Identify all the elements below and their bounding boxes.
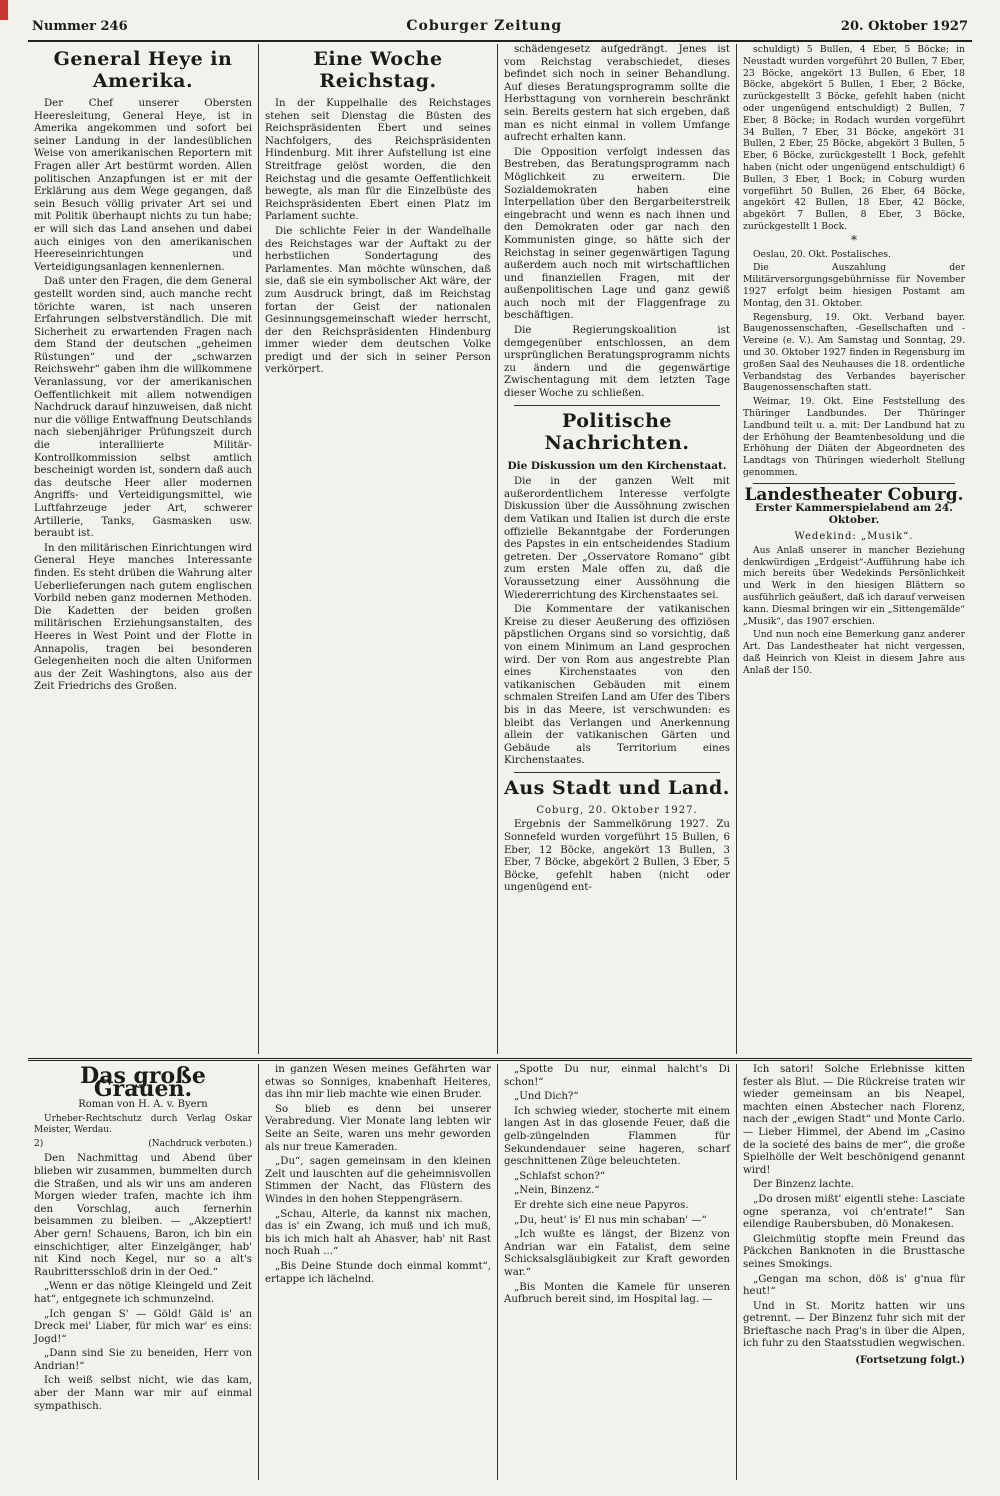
- novel-paragraph: Der Binzenz lachte.: [753, 1179, 855, 1191]
- novel-paragraph: „Ich gengan S' — Göld! Gäld is' an Dreck mei' Liaber, für mich war' es eins: Jogd!“: [34, 1308, 252, 1345]
- article-paragraph: In den militärischen Einrichtungen wird General Heye manches Interessante finden. Es steht drüben die Wahrung alter Ueberlieferungen nach gutem englischen Vorbild neben ganz modernen Methoden. Die Kadetten der beiden großen militärischen Erziehungsanstalten, des Heeres in West Point und der Flotte in Annapolis, tragen bei besonderen Gelegenheiten noch die alten Uniformen aus der Zeit Washingtons, also aus der Zeit Friedrichs des Großen.: [34, 542, 252, 693]
- novel-paragraph: Ich weiß selbst nicht, wie das kam, aber der Mann war mir auf einmal sympathisch.: [34, 1375, 252, 1412]
- novel-paragraph: Ich satori! Solche Erlebnisse kitten fester als Blut. — Die Rückreise traten wir wieder gemeinsam an bis Neapel, machten einen Abstecher nach Florenz, nach der „ewigen Stadt“ und Monte Carlo. — Lieber Himmel, der Abend im „Casino de la societé des bains de mer“, die große Spielhölle der Welt beschönigend genannt wird!: [743, 1064, 965, 1176]
- novel-column-1: [28, 1064, 258, 1480]
- article-paragraph: Die schlichte Feier in der Wandelhalle des Reichstages war der Auftakt zu der herbstlichen Sondertagung des Parlamentes. Man möchte wünschen, daß sie, daß sie ein symbolischer Akt wäre, der zum Ausdruck bringt, daß im Reichstag fortan der Geist der nationalen Gesinnungsgemeinschaft wieder herrscht, der den Reichspräsidenten Hindenburg immer wieder dem deutschen Volke predigt und der sich in seiner Person verkörpert.: [265, 225, 491, 376]
- novel-paragraph: „Do drosen mißt' eigentli stehe: Lasciate ogne speranza, voi ch'entrate!“ San eilendige Raubersbuben, dö Monakesen.: [743, 1193, 965, 1231]
- archive-stamp-mark: [0, 0, 8, 20]
- article-paragraph: Die Opposition verfolgt indessen das Bestreben, das Beratungsprogramm nach Möglichkeit zu erweitern. Die Sozialdemokraten haben eine Interpellation über den Bergarbeiterstreik eingebracht und wenn es nach ihnen und den Demokraten oder gar nach den Kommunisten ginge, so hätte sich der Reichstag in seiner gegenwärtigen Tagung außerdem auch noch mit wirtschaftlichen und finanziellen Fragen, mit der außenpolitischen Lage und ganz gewiß auch noch mit der Flaggenfrage zu beschäftigen.: [504, 146, 730, 322]
- issue-date: 20. Oktober 1927: [840, 19, 968, 34]
- article-subhead: Die Diskussion um den Kirchenstaat.: [507, 459, 727, 472]
- novel-paragraph: „Dann sind Sie zu beneiden, Herr von Andrian!“: [34, 1348, 252, 1372]
- novel-paragraph: „Spotte Du nur, einmal halcht's Di schon!“: [504, 1064, 730, 1088]
- novel-paragraph: „Nein, Binzenz.“: [514, 1185, 600, 1197]
- novel-reprint-note: (Nachdruck verboten.): [148, 1138, 252, 1149]
- novel-meta: [34, 1138, 252, 1151]
- masthead: [28, 18, 972, 42]
- section-divider: [514, 772, 720, 773]
- article-paragraph: Ergebnis der Sammelkörung 1927. Zu Sonnefeld wurden vorgeführt 15 Bullen, 6 Eber, 12 Böcke, angekört 13 Bullen, 3 Eber, 7 Böcke, abgekört 2 Bullen, 3 Eber, 5 Böcke, gefehlt haben (nicht oder ungenügend ent-: [504, 819, 730, 894]
- article-paragraph: In der Kuppelhalle des Reichstages stehen seit Dienstag die Büsten des Reichspräsidenten Ebert und seines Nachfolgers, des Reichspräsidenten Hindenburg. Mit ihrer Aufstellung ist eine Streitfrage gelöst worden, die den Reichstag und die gesamte Oeffentlichkeit bewegte, als man für die Einzelbüste des Reichspräsidenten Ebert einen Platz im Parlament suchte.: [265, 98, 491, 223]
- newspaper-page: [28, 18, 972, 1480]
- column-4: [737, 44, 971, 1054]
- novel-paragraph: Gleichmütig stopfte mein Freund das Päckchen Banknoten in die Brusttasche seines Smokings.: [743, 1233, 965, 1270]
- article-paragraph: Aus Anlaß unserer in mancher Beziehung denkwürdigen „Erdgeist“-Aufführung habe ich mich bereits über Wedekinds Persönlichkeit und Werk in den hiesigen Blättern so ausführlich geäußert, daß ich darauf verweisen kann. Diesmal bringen wir ein „Sittengemälde“ „Musik“, das 1907 erschien.: [743, 544, 965, 627]
- notice-paragraph: Regensburg, 19. Okt. Verband bayer. Baugenossenschaften, -Gesellschaften und -Vereine (e. V.). Am Samstag und Sonntag, 29. und 30. Oktober 1927 finden in Regensburg im großen Saal des Neuhauses die 18. ordentliche Verbandstag des Verbandes bayerischer Baugenossenschaften statt.: [743, 311, 965, 394]
- novel-rights: Urheber-Rechtschutz durch Verlag Oskar Meister, Werdau.: [34, 1113, 252, 1135]
- article-paragraph: Daß unter den Fragen, die dem General gestellt worden sind, auch manche recht törichte waren, ist nach unseren Erfahrungen selbstverständlich. Die mit Sicherheit zu erwartenden Fragen nach dem Stand der deutschen „geheimen Rüstungen“ und der „schwarzen Reichswehr“ gaben ihm die willkommene Veranlassung, vor der amerikanischen Oeffentlichkeit mit allem notwendigen Nachdruck darauf hinzuweisen, daß nicht nur die völlige Entwaffnung Deutschlands nach siebenjähriger Prüfungszeit durch die interalliierte Militär-Kontrollkommission selbst amtlich bescheinigt worden ist, sondern daß auch das deutsche Heer aller modernen Angriffs- und Verteidigungsmittel, wie Luftfahrzeuge jeder Art, schwerer Artillerie, Tanks, Gasmasken usw. beraubt ist.: [34, 276, 252, 540]
- novel-paragraph: „Und Dich?“: [514, 1091, 579, 1103]
- novel-column-3: [498, 1064, 736, 1480]
- article-paragraph: Die Kommentare der vatikanischen Kreise zu dieser Aeußerung des offiziösen päpstlichen Organs sind so vorsichtig, daß von einem Minimum an Land gesprochen wird. Der von Rom aus angestrebte Plan eines Kirchenstaates von den vatikanischen Gebäuden mit einem schmalen Streifen Land am Ufer des Tibers bis in das Meere, ist verschwunden: es bleibt das Verlangen und Anerkennung allein der vatikanischen Gärten und Gebäude als Territorium eines Kirchenstaates.: [504, 604, 730, 767]
- article-paragraph: Der Chef unserer Obersten Heeresleitung, General Heye, ist in Amerika angekommen und sofort bei seiner Landung in der landesüblichen Weise von amerikanischen Reportern mit Fragen aller Art bestürmt worden. Allen politischen Anzapfungen ist er mit der Erklärung aus dem Wege gegangen, daß sein Besuch völlig privater Art sei und mit Politik überhaupt nichts zu tun habe; er will sich das Land ansehen und dabei auch einiges von den amerikanischen Heereseinrichtungen und Verteidigungsanlagen kennenlernen.: [34, 98, 252, 273]
- article-paragraph: Die Regierungskoalition ist demgegenüber entschlossen, an dem ursprünglichen Beratungsprogramm nichts zu ändern und die gegenwärtige Zwischentagung mit dem letzten Tage dieser Woche zu schließen.: [504, 325, 730, 400]
- section-divider: [514, 405, 720, 406]
- novel-column-4: [737, 1064, 971, 1480]
- notice-heading: Oeslau, 20. Okt. Postalisches.: [753, 248, 891, 260]
- novel-paragraph: Den Nachmittag und Abend über blieben wir zusammen, bummelten durch die Straßen, und als wir uns am anderen Morgen wieder trafen, machte ich ihm den Vorschlag, auch fernerhin beisammen zu bleiben. — „Akzeptiert! Aber gern! Schauens, Baron, ich bin ein einschichtiger, alter Einzelgänger, hab' nit Kind noch Kegel, nur so a alt's Raubrittersschloß drin in der Oed.“: [34, 1153, 252, 1278]
- novel-paragraph: „Schau, Alterle, da kannst nix machen, das is' ein Zwang, ich muß und ich muß, bis ich mich halt ah Ahasver, hab' nit Rast noch Ruah ...“: [265, 1208, 491, 1258]
- article-headline: Aus Stadt und Land.: [504, 776, 730, 799]
- article-paragraph: Die in der ganzen Welt mit außerordentlichem Interesse verfolgte Diskussion über die Aussöhnung zwischen dem Vatikan und Italien ist durch die erste offizielle Bekanntgabe der Forderungen des Papstes in ein entscheidendes Stadium getreten. Der „Osservatore Romano“ gibt zum ersten Male offen zu, daß die Voraussetzung einer Aussöhnung die Wiedererrichtung des Kirchenstaates sei.: [504, 476, 730, 601]
- novel-paragraph: „Du“, sagen gemeinsam in den kleinen Zelt und lauschten auf die geheimnisvollen Stimmen der Nacht, das Flüstern des Windes in den hohen Steppengräsern.: [265, 1156, 491, 1205]
- article-headline: General Heye in Amerika.: [53, 48, 233, 92]
- feuilleton-divider: [28, 1058, 972, 1061]
- novel-title: Das große Grauen.: [80, 1064, 206, 1102]
- article-headline: Landestheater Coburg.: [744, 484, 964, 505]
- column-2: [259, 44, 497, 1054]
- upper-section: [28, 44, 972, 1054]
- article-paragraph: Die Auszahlung der Militärversorgungsgebührnisse für November 1927 erfolgt beim hiesigen Postamt am Montag, den 31. Oktober.: [743, 262, 965, 309]
- novel-paragraph: „Bis Deine Stunde doch einmal kommt“, ertappe ich lächelnd.: [265, 1260, 491, 1285]
- article-subhead: Erster Kammerspielabend am 24. Oktober.: [755, 502, 953, 527]
- novel-paragraph: So blieb es denn bei unserer Verabredung. Vier Monate lang lebten wir Seite an Seite, waren uns mehr geworden als nur treue Kameraden.: [265, 1103, 491, 1153]
- novel-paragraph: „Wenn er das nötige Kleingeld und Zeit hat“, entgegnete ich schmunzelnd.: [34, 1281, 252, 1305]
- novel-paragraph: Er drehte sich eine neue Papyros.: [514, 1199, 689, 1211]
- novel-byline: Roman von H. A. v. Byern: [78, 1099, 208, 1111]
- column-3: [498, 44, 736, 1054]
- article-paragraph: schädengesetz aufgedrängt. Jenes ist vom Reichstag verabschiedet, dieses befindet sich noch in seiner Behandlung. Auf dieses Beratungsprogramm sollte die Herbsttagung von vornherein beschränkt sein. Bereits gestern hat sich ergeben, daß man es nicht einmal in vollem Umfange aufrecht erhalten kann.: [504, 44, 730, 144]
- notice-paragraph: Weimar, 19. Okt. Eine Feststellung des Thüringer Landbundes. Der Thüringer Landbund teilt u. a. mit: Der Landbund hat zu der Erhöhung der Beamtenbesoldung und die Erhöhung der Diäten der Abgeordneten des Landtags von Thüringen wiederholt Stellung genommen.: [743, 396, 965, 478]
- novel-part-number: 2): [34, 1138, 44, 1149]
- novel-paragraph: Ich schwieg wieder, stocherte mit einem langen Ast in das glosende Feuer, daß die gelb-züngelnden Flammen für Sekundendauer seine hageren, scharf geschnittenen Züge beleuchteten.: [504, 1105, 730, 1168]
- novel-paragraph: Und in St. Moritz hatten wir uns getrennt. — Der Binzenz fuhr sich mit der Brieftasche nach Prag's in über die Alpen, ich fuhr zu den Staatsstudien wegwischen.: [743, 1300, 965, 1350]
- continued-note: (Fortsetzung folgt.): [855, 1355, 965, 1367]
- novel-paragraph: „Du, heut' is' El nus min schaban' —“: [514, 1214, 707, 1226]
- column-1: [28, 44, 258, 1054]
- novel-paragraph: „Ich wußte es längst, der Bizenz von Andrian war ein Fatalist, dem seine Schicksalsgläubigkeit zur Kraft geworden war.“: [504, 1229, 730, 1278]
- article-dateline: Coburg, 20. Oktober 1927.: [536, 804, 698, 816]
- newspaper-title: Coburger Zeitung: [406, 18, 563, 34]
- article-paragraph: schuldigt) 5 Bullen, 4 Eber, 5 Böcke; in Neustadt wurden vorgeführt 20 Bullen, 7 Eber, 23 Böcke, angekört 13 Bullen, 6 Eber, 18 Böcke, abgekört 5 Bullen, 1 Eber, 2 Böcke, zurückgestellt 3 Böcke, gefehlt haben (nicht oder ungenügend entschuldigt) 2 Bullen, 7 Eber, 8 Böcke; in Rodach wurden vorgeführt 34 Bullen, 7 Eber, 31 Böcke, angekört 31 Bullen, 2 Eber, 25 Böcke, abgekört 3 Bullen, 5 Eber, 6 Böcke, zurückgestellt 1 Bock, gefehlt haben (nicht oder ungenügend entschuldigt) 6 Bullen, 3 Eber, 1 Bock; in Coburg wurden vorgeführt 50 Bullen, 26 Eber, 64 Böcke, angekört 42 Bullen, 18 Eber, 42 Böcke, abgekört 7 Bullen, 8 Eber, 3 Böcke, zurückgestellt 1 Bock.: [743, 44, 965, 232]
- novel-paragraph: in ganzen Wesen meines Gefährten war etwas so Sonniges, knabenhaft Heiteres, das ihn mir lieb machte wie einen Bruder.: [265, 1064, 491, 1101]
- article-headline: Eine Woche Reichstag.: [313, 48, 443, 92]
- article-headline: Politische Nachrichten.: [544, 409, 690, 454]
- article-paragraph: Und nun noch eine Bemerkung ganz anderer Art. Das Landestheater hat nicht vergessen, daß Heinrich von Kleist in diesem Jahre aus Anlaß der 150.: [743, 629, 965, 676]
- novel-paragraph: „Gengan ma schon, döß is' g'nua für heut!“: [743, 1273, 965, 1298]
- novel-paragraph: „Bis Monten die Kamele für unseren Aufbruch bereit sind, im Hospital lag. —: [504, 1281, 730, 1306]
- novel-paragraph: „Schlafst schon?“: [514, 1170, 606, 1182]
- novel-column-2: [259, 1064, 497, 1480]
- separator-star: *: [851, 232, 857, 247]
- issue-number: Nummer 246: [32, 19, 128, 34]
- feuilleton-section: [28, 1064, 972, 1480]
- play-title: Wedekind: „Musik“.: [794, 531, 914, 543]
- section-divider: [753, 483, 955, 484]
